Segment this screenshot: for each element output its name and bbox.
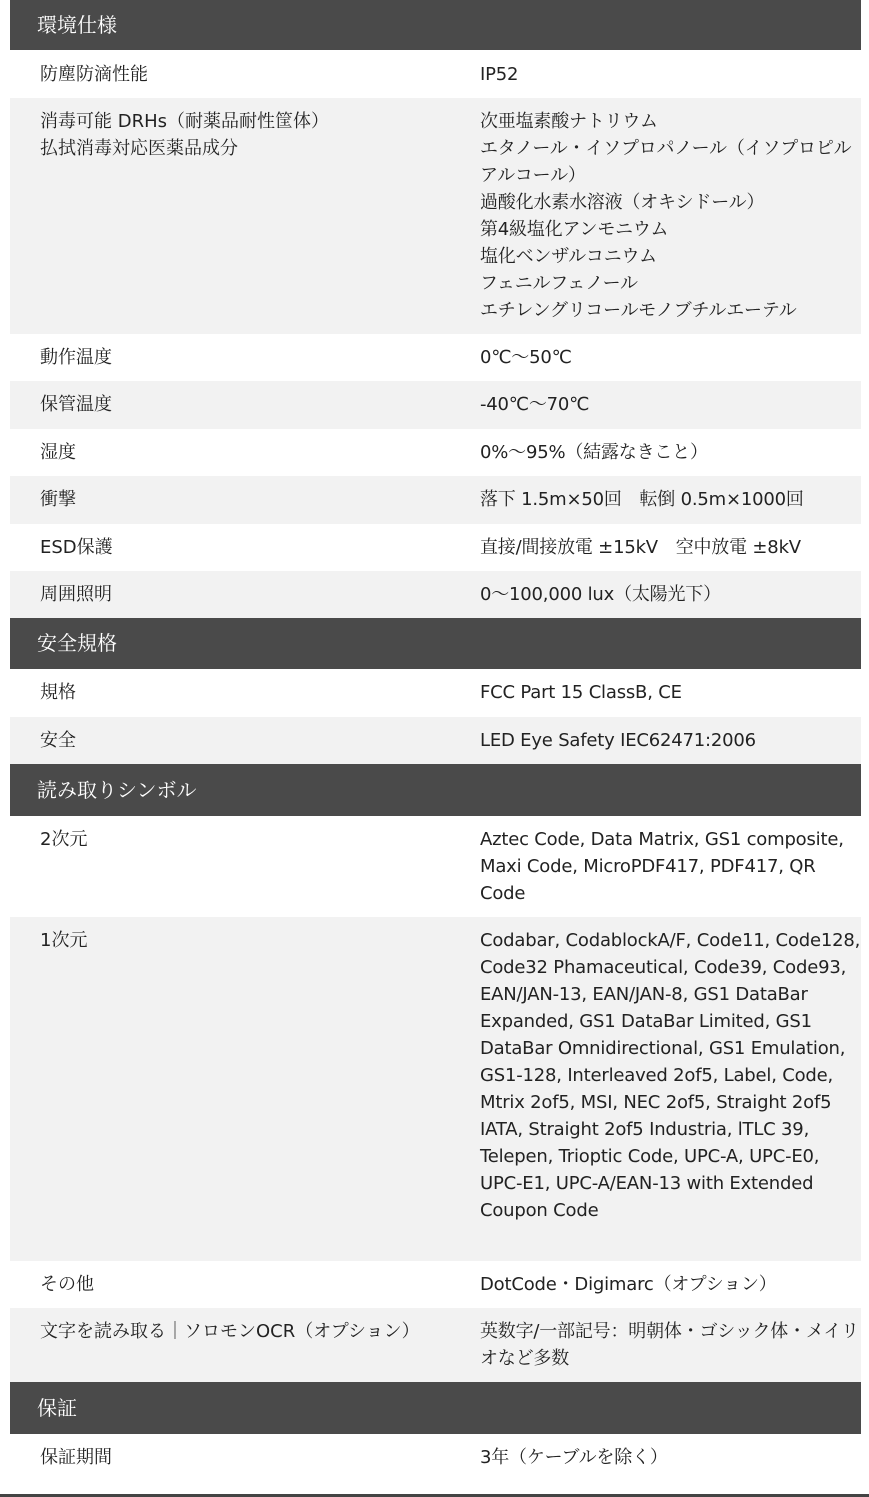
spec-value: 0℃～50℃ [480,347,572,368]
spec-value: IP52 [480,64,519,85]
spec-label: 安全 [40,730,76,751]
spec-row-dust-water [10,51,861,98]
section-header-warranty: 保証 [10,1382,861,1434]
spec-row-1d [10,917,861,1261]
spec-value: 0%～95%（結露なきこと） [480,442,708,463]
spec-label: 規格 [40,682,76,703]
spec-row-2d [10,816,861,917]
spec-row-storage-temp [10,381,861,429]
spec-value: FCC Part 15 ClassB, CE [480,682,682,703]
spec-row-esd [10,524,861,571]
spec-label: 1次元 [40,930,88,951]
spec-label: 保証期間 [40,1447,112,1468]
spec-value: 英数字/一部記号：明朝体・ゴシック体・メイリオなど多数 [480,1321,859,1369]
spec-row-safety [10,717,861,764]
spec-value: Aztec Code, Data Matrix, GS1 composite, Maxi Code, MicroPDF417, PDF417, QR Code [480,829,844,904]
spec-label: ESD保護 [40,537,113,558]
spec-table [10,0,861,1484]
section-header-environment: 環境仕様 [10,0,861,50]
spec-value: 0～100,000 lux（太陽光下） [480,584,721,605]
spec-label: 衝撃 [40,489,76,510]
spec-value: LED Eye Safety IEC62471:2006 [480,730,756,751]
spec-row-ocr [10,1308,861,1382]
spec-label: 2次元 [40,829,88,850]
spec-row-standard [10,669,861,717]
spec-row-shock [10,476,861,524]
spec-row-operating-temp [10,334,861,381]
spec-row-warranty-period [10,1434,861,1484]
section-header-safety: 安全規格 [10,618,861,669]
spec-row-disinfection [10,98,861,334]
spec-label: 保管温度 [40,394,112,415]
spec-label: 消毒可能 DRHs（耐薬品耐性筐体） 払拭消毒対応医薬品成分 [40,111,330,159]
spec-label: 湿度 [40,442,76,463]
spec-row-ambient-light [10,571,861,618]
spec-value: 3年（ケーブルを除く） [480,1447,668,1468]
spec-label: 防塵防滴性能 [40,64,148,85]
spec-row-other [10,1261,861,1308]
spec-label: その他 [40,1274,94,1295]
spec-value: 直接/間接放電 ±15kV 空中放電 ±8kV [480,537,801,558]
spec-value: -40℃～70℃ [480,394,590,415]
spec-value: 落下 1.5m×50回 転倒 0.5m×1000回 [480,489,804,510]
section-header-symbologies: 読み取りシンボル [10,764,861,816]
spec-label: 動作温度 [40,347,112,368]
spec-label: 周囲照明 [40,584,112,605]
spec-row-humidity [10,429,861,476]
spec-value: 次亜塩素酸ナトリウム エタノール・イソプロパノール（イソプロピルアルコール） 過酸化水素水溶液（オキシドール） 第4級塩化アンモニウム 塩化ベンザルコニウム フェニルフェノール エチレングリコールモノブチルエーテル [480,111,852,321]
spec-value: Codabar, CodablockA/F, Code11, Code128, Code32 Phamaceutical, Code39, Code93, EAN/JAN-13, EAN/JAN-8, GS1 DataBar Expanded, GS1 DataBar Limited, GS1 DataBar Omnidirectional, GS1 Emulation, GS1-128, Interleaved 2of5, Label, Code, Mtrix 2of5, MSI, NEC 2of5, Straight 2of5 IATA, Straight 2of5 Industria, lTLC 39, Telepen, Trioptic Code, UPC-A, UPC-E0, UPC-E1, UPC-A/EAN-13 with Extended Coupon Code [480,930,861,1221]
spec-label: 文字を読み取る｜ソロモンOCR（オプション） [40,1321,420,1342]
spec-value: DotCode・Digimarc（オプション） [480,1274,777,1295]
